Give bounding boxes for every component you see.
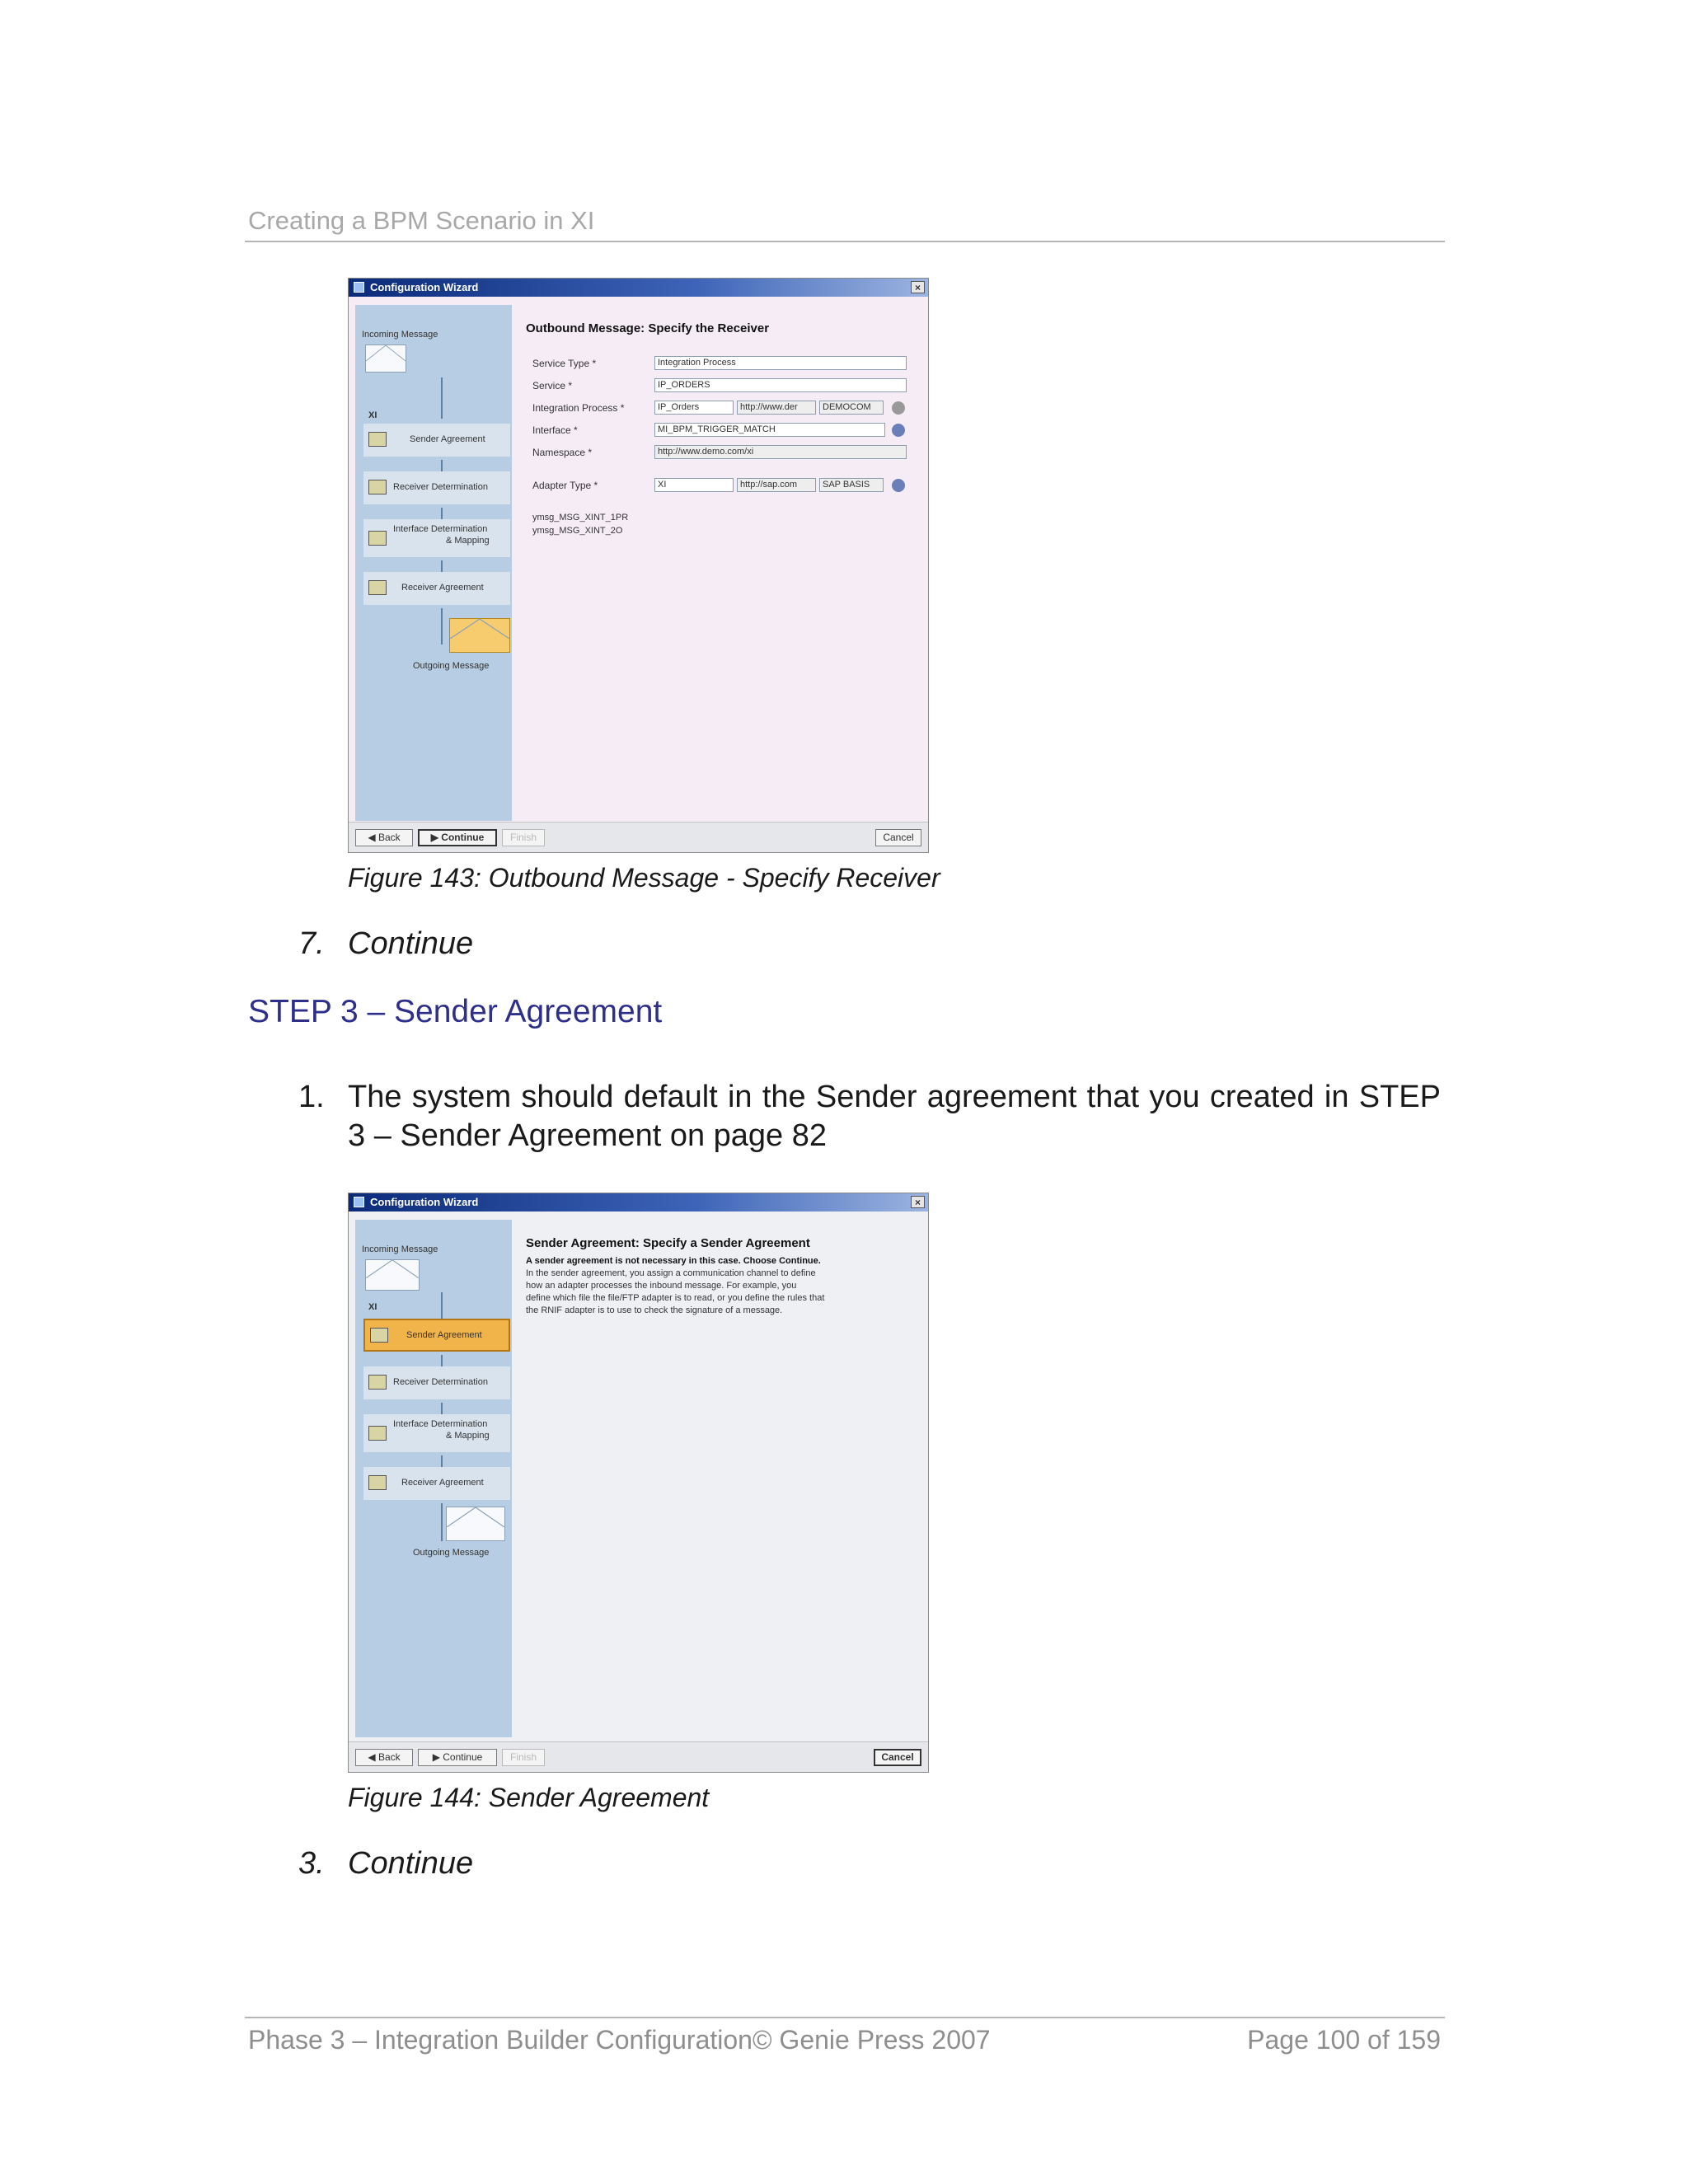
panel-title: Outbound Message: Specify the Receiver xyxy=(526,321,770,335)
wizard-main-panel xyxy=(518,305,925,821)
step-label: Receiver Agreement xyxy=(401,1478,484,1488)
step-label: Sender Agreement xyxy=(406,1330,482,1340)
flow-line xyxy=(441,1355,443,1366)
footer-left: Phase 3 – Integration Builder Configuration© Genie Press 2007 xyxy=(248,2025,991,2055)
wizard-title: Configuration Wizard xyxy=(370,281,479,293)
flow-line xyxy=(441,460,443,471)
incoming-envelope-icon xyxy=(365,344,406,373)
headset-icon xyxy=(368,531,387,546)
running-header: Creating a BPM Scenario in XI xyxy=(248,206,595,235)
wizard-screenshot-sender xyxy=(348,1193,929,1773)
agreement-icon xyxy=(368,580,387,595)
integration-process-namespace: http://www.der xyxy=(737,401,816,415)
step-interface-determination[interactable] xyxy=(363,1414,510,1452)
wizard-screenshot-outbound xyxy=(348,278,929,853)
step-incoming-message: Incoming Message xyxy=(362,330,438,340)
cancel-button[interactable]: Cancel xyxy=(875,829,921,846)
step-label: Receiver Determination xyxy=(393,482,488,492)
flow-line xyxy=(441,1503,443,1541)
instruction-paragraph xyxy=(298,1078,1441,1155)
service-type-label: Service Type * xyxy=(532,358,597,369)
interface-label: Interface * xyxy=(532,424,578,436)
finish-button[interactable]: Finish xyxy=(502,829,545,846)
wizard-titlebar xyxy=(349,279,928,297)
paragraph-text: The system should default in the Sender agreement that you created in STEP 3 – Sender Agreement on page 82 xyxy=(348,1080,1441,1153)
hint-line: how an adapter processes the inbound message. For example, you xyxy=(526,1281,797,1291)
paragraph-number: 1. xyxy=(298,1080,325,1114)
step-receiver-determination[interactable] xyxy=(363,471,510,504)
flow-line xyxy=(441,608,443,644)
wizard-steps-panel xyxy=(355,1220,512,1737)
xi-label: XI xyxy=(368,410,377,420)
adapter-type-input[interactable]: XI xyxy=(654,478,734,492)
interface-input[interactable]: MI_BPM_TRIGGER_MATCH xyxy=(654,423,885,437)
wizard-title: Configuration Wizard xyxy=(370,1196,479,1208)
agreement-icon xyxy=(370,1328,388,1343)
determination-icon xyxy=(368,1375,387,1390)
namespace-label: Namespace * xyxy=(532,447,593,458)
step-label: Sender Agreement xyxy=(410,434,485,444)
step-label: Receiver Determination xyxy=(393,1377,488,1387)
wizard-app-icon xyxy=(354,282,364,293)
flow-line xyxy=(441,1403,443,1414)
adapter-type-label: Adapter Type * xyxy=(532,480,598,491)
step-outgoing-message: Outgoing Message xyxy=(413,661,490,671)
continue-button[interactable]: ▶ Continue xyxy=(418,1749,497,1766)
determination-icon xyxy=(368,480,387,494)
outgoing-envelope-icon xyxy=(446,1507,505,1541)
step-label: Interface Determination xyxy=(393,524,488,534)
step-interface-determination[interactable] xyxy=(363,519,510,557)
flow-line xyxy=(441,377,443,419)
step-3-number: 3. xyxy=(298,1846,325,1881)
step-7-number: 7. xyxy=(298,926,325,961)
step-receiver-determination[interactable] xyxy=(363,1366,510,1399)
wizard-titlebar xyxy=(349,1193,928,1212)
wizard-steps-panel xyxy=(355,305,512,821)
flow-line xyxy=(441,560,443,572)
adapter-type-namespace: http://sap.com xyxy=(737,478,816,492)
integration-process-label: Integration Process * xyxy=(532,402,625,414)
message-line: ymsg_MSG_XINT_2O xyxy=(532,526,623,536)
hint-bold: A sender agreement is not necessary in this case. Choose Continue. xyxy=(526,1256,821,1266)
step-label-2: & Mapping xyxy=(446,536,490,546)
step-sender-agreement[interactable] xyxy=(363,1319,510,1352)
step-label-2: & Mapping xyxy=(446,1431,490,1441)
close-icon[interactable]: × xyxy=(911,1196,925,1208)
back-button[interactable]: ◀ Back xyxy=(355,829,413,846)
step-incoming-message: Incoming Message xyxy=(362,1244,438,1254)
service-label: Service * xyxy=(532,380,573,391)
close-icon[interactable]: × xyxy=(911,281,925,293)
step-outgoing-message: Outgoing Message xyxy=(413,1548,490,1558)
agreement-icon xyxy=(368,1475,387,1490)
xi-label: XI xyxy=(368,1302,377,1312)
step-label: Receiver Agreement xyxy=(401,583,484,593)
step-label: Interface Determination xyxy=(393,1419,488,1429)
wizard-button-bar xyxy=(349,822,928,852)
outgoing-envelope-icon xyxy=(449,618,510,653)
service-type-select[interactable]: Integration Process xyxy=(654,356,907,370)
header-rule xyxy=(245,241,1445,242)
figure-143-caption: Figure 143: Outbound Message - Specify Receiver xyxy=(348,863,940,893)
help-icon[interactable] xyxy=(892,479,905,492)
agreement-icon xyxy=(368,432,387,447)
panel-title: Sender Agreement: Specify a Sender Agreement xyxy=(526,1236,810,1250)
step-3-text: Continue xyxy=(348,1846,474,1881)
namespace-input: http://www.demo.com/xi xyxy=(654,445,907,459)
integration-process-swc: DEMOCOM xyxy=(819,401,884,415)
wizard-app-icon xyxy=(354,1197,364,1207)
cancel-button[interactable]: Cancel xyxy=(874,1749,921,1766)
section-heading: STEP 3 – Sender Agreement xyxy=(248,994,663,1029)
integration-process-input[interactable]: IP_Orders xyxy=(654,401,734,415)
step-7-text: Continue xyxy=(348,926,474,961)
hint-line: In the sender agreement, you assign a communication channel to define xyxy=(526,1268,816,1278)
hint-line: the RNIF adapter is to use to check the signature of a message. xyxy=(526,1305,783,1315)
help-icon[interactable] xyxy=(892,424,905,437)
info-icon[interactable] xyxy=(892,401,905,415)
step-receiver-agreement[interactable] xyxy=(363,572,510,605)
finish-button[interactable]: Finish xyxy=(502,1749,545,1766)
headset-icon xyxy=(368,1426,387,1441)
adapter-type-swc: SAP BASIS xyxy=(819,478,884,492)
incoming-envelope-icon xyxy=(365,1259,420,1291)
continue-button[interactable]: ▶ Continue xyxy=(418,829,497,846)
wizard-button-bar xyxy=(349,1741,928,1772)
footer-rule xyxy=(245,2017,1445,2018)
flow-line xyxy=(441,508,443,519)
service-input[interactable]: IP_ORDERS xyxy=(654,378,907,392)
step-receiver-agreement[interactable] xyxy=(363,1467,510,1500)
step-sender-agreement[interactable] xyxy=(363,424,510,457)
page-number: Page 100 of 159 xyxy=(1247,2025,1441,2055)
wizard-main-panel xyxy=(518,1220,925,1737)
hint-line: define which file the file/FTP adapter is to read, or you define the rules that xyxy=(526,1293,825,1303)
flow-line xyxy=(441,1455,443,1467)
message-line: ymsg_MSG_XINT_1PR xyxy=(532,513,629,523)
back-button[interactable]: ◀ Back xyxy=(355,1749,413,1766)
figure-144-caption: Figure 144: Sender Agreement xyxy=(348,1783,710,1812)
